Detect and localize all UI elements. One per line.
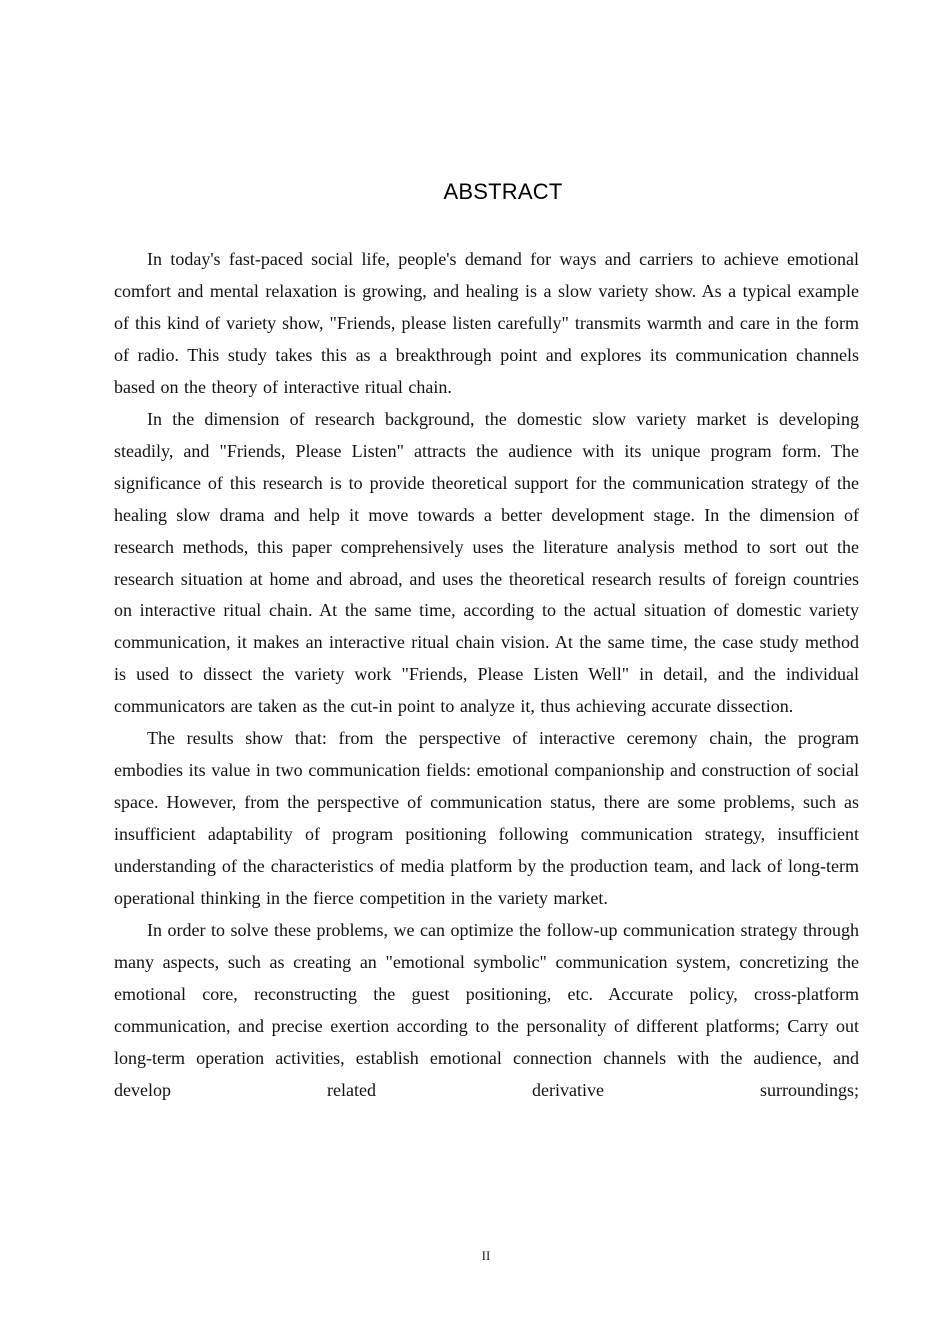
paragraph-2: In the dimension of research background, the domestic slow variety market is developing steadily, and "Friends, Please Listen" attracts the audience with its unique program form. The significance of this research is to provide theoretical support for the communication strategy of the healing slow drama and help it move towards a better development stage. In the dimension of research methods, this paper comprehensively uses the literature analysis method to sort out the research situation at home and abroad, and uses the theoretical research results of foreign countries on interactive ritual chain. At the same time, according to the actual situation of domestic variety communication, it makes an interactive ritual chain vision. At the same time, the case study method is used to dissect the variety work "Friends, Please Listen Well" in detail, and the individual communicators are taken as the cut-in point to analyze it, thus achieving accurate dissection. (114, 408, 859, 717)
paragraph-1: In today's fast-paced social life, people's demand for ways and carriers to achieve emotional comfort and mental relaxation is growing, and healing is a slow variety show. As a typical example of this kind of variety show, "Friends, please listen carefully" transmits warmth and care in the form of radio. This study takes this as a breakthrough point and explores its communication channels based on the theory of interactive ritual chain. (114, 249, 859, 397)
paragraph-4: In order to solve these problems, we can optimize the follow-up communication strategy through many aspects, such as creating an "emotional symbolic" communication system, concretizing the emotional core, reconstructing the guest positioning, etc. Accurate policy, cross-platform communication, and precise exertion according to the personality of different platforms; Carry out long-term operation activities, establish emotional connection channels with the audience, and develop related derivative surroundings; (114, 920, 859, 1100)
paragraph-3: The results show that: from the perspective of interactive ceremony chain, the program embodies its value in two communication fields: emotional companionship and construction of social space. However, from the perspective of communication status, there are some problems, such as insufficient adaptability of program positioning following communication strategy, insufficient understanding of the characteristics of media platform by the production team, and lack of long-term operational thinking in the fierce competition in the variety market. (114, 728, 859, 909)
abstract-heading: ABSTRACT (443, 179, 563, 204)
abstract-body (114, 244, 859, 1107)
page-number: II (481, 1248, 491, 1263)
